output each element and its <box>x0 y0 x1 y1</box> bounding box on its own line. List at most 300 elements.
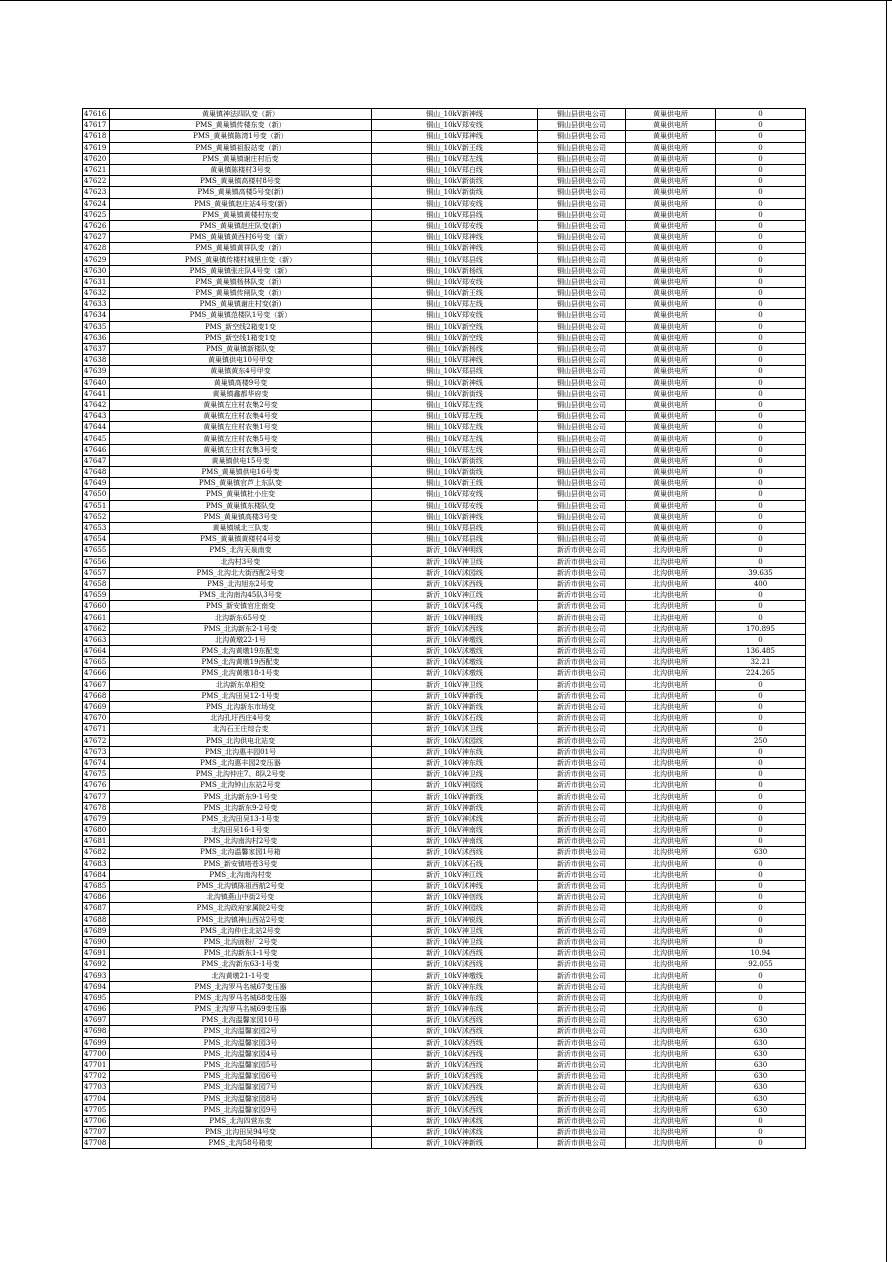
value-cell: 0 <box>716 355 806 366</box>
value-cell: 136.485 <box>716 646 806 657</box>
transformer-name-cell: PMS_北沟南沟村2号变 <box>110 836 372 847</box>
station-cell: 黄巢供电所 <box>626 534 716 545</box>
table-row <box>83 153 806 164</box>
feeder-line-cell: 新沂_10kV沭园线 <box>372 735 538 746</box>
company-cell: 新沂市供电公司 <box>538 914 626 925</box>
table-row <box>83 321 806 332</box>
feeder-line-cell: 新沂_10kV沭石线 <box>372 858 538 869</box>
feeder-line-cell: 新沂_10kV神江线 <box>372 869 538 880</box>
company-cell: 铜山县供电公司 <box>538 265 626 276</box>
feeder-line-cell: 新沂_10kV沭墩线 <box>372 646 538 657</box>
value-cell: 0 <box>716 164 806 175</box>
transformer-name-cell: PMS_黄巢镇范楼队1号变（新） <box>110 310 372 321</box>
transformer-name-cell: 北沟黄墩22-1号 <box>110 634 372 645</box>
transformer-name-cell: PMS_北沟温馨家园10号 <box>110 1015 372 1026</box>
row-id-cell: 47683 <box>83 858 110 869</box>
page-right-border <box>886 0 887 1262</box>
company-cell: 铜山县供电公司 <box>538 220 626 231</box>
transformer-name-cell: PMS_黄巢镇谢庄村后变 <box>110 153 372 164</box>
table-row <box>83 813 806 824</box>
station-cell: 北沟供电所 <box>626 1115 716 1126</box>
value-cell: 0 <box>716 869 806 880</box>
row-id-cell: 47691 <box>83 948 110 959</box>
transformer-name-cell: PMS_黄巢镇杨林队变（新） <box>110 276 372 287</box>
station-cell: 黄巢供电所 <box>626 131 716 142</box>
table-row <box>83 131 806 142</box>
feeder-line-cell: 新沂_10kV沭神线 <box>372 880 538 891</box>
feeder-line-cell: 新沂_10kV神新线 <box>372 701 538 712</box>
table-row <box>83 992 806 1003</box>
station-cell: 黄巢供电所 <box>626 254 716 265</box>
transformer-name-cell: 黄巢镇陈楼村3号变 <box>110 164 372 175</box>
company-cell: 新沂市供电公司 <box>538 601 626 612</box>
station-cell: 北沟供电所 <box>626 791 716 802</box>
row-id-cell: 47679 <box>83 813 110 824</box>
company-cell: 铜山县供电公司 <box>538 198 626 209</box>
station-cell: 黄巢供电所 <box>626 220 716 231</box>
feeder-line-cell: 铜山_10kV郑左线 <box>372 399 538 410</box>
value-cell: 0 <box>716 914 806 925</box>
company-cell: 新沂市供电公司 <box>538 858 626 869</box>
table-row <box>83 254 806 265</box>
company-cell: 新沂市供电公司 <box>538 813 626 824</box>
feeder-line-cell: 铜山_10kV郑县线 <box>372 254 538 265</box>
feeder-line-cell: 新沂_10kV沭西线 <box>372 1037 538 1048</box>
row-id-cell: 47625 <box>83 209 110 220</box>
value-cell: 0 <box>716 713 806 724</box>
transformer-name-cell: PMS_黄巢镇黄楼村4号变 <box>110 534 372 545</box>
station-cell: 北沟供电所 <box>626 757 716 768</box>
row-id-cell: 47698 <box>83 1026 110 1037</box>
row-id-cell: 47620 <box>83 153 110 164</box>
transformer-name-cell: PMS_北沟罗马名城69变压器 <box>110 1004 372 1015</box>
row-id-cell: 47707 <box>83 1127 110 1138</box>
feeder-line-cell: 新沂_10kV神墩线 <box>372 970 538 981</box>
value-cell: 0 <box>716 232 806 243</box>
row-id-cell: 47690 <box>83 936 110 947</box>
feeder-line-cell: 新沂_10kV沭西线 <box>372 578 538 589</box>
company-cell: 新沂市供电公司 <box>538 981 626 992</box>
station-cell: 黄巢供电所 <box>626 288 716 299</box>
station-cell: 北沟供电所 <box>626 948 716 959</box>
feeder-line-cell: 铜山_10kV郑安线 <box>372 220 538 231</box>
transformer-name-cell: 黄巢镇神法四队变（新） <box>110 109 372 120</box>
transformer-name-cell: PMS_北沟新东2-1号变 <box>110 623 372 634</box>
transformer-name-cell: PMS_北沟田吴12-1号变 <box>110 690 372 701</box>
table-row <box>83 176 806 187</box>
station-cell: 北沟供电所 <box>626 825 716 836</box>
feeder-line-cell: 铜山_10kV新杨线 <box>372 343 538 354</box>
station-cell: 北沟供电所 <box>626 959 716 970</box>
transformer-name-cell: PMS_北沟温馨家园8号 <box>110 1093 372 1104</box>
company-cell: 新沂市供电公司 <box>538 948 626 959</box>
row-id-cell: 47637 <box>83 343 110 354</box>
value-cell: 0 <box>716 343 806 354</box>
company-cell: 铜山县供电公司 <box>538 164 626 175</box>
table-row <box>83 109 806 120</box>
table-row <box>83 455 806 466</box>
station-cell: 北沟供电所 <box>626 780 716 791</box>
company-cell: 铜山县供电公司 <box>538 254 626 265</box>
station-cell: 黄巢供电所 <box>626 433 716 444</box>
feeder-line-cell: 新沂_10kV沭墩线 <box>372 657 538 668</box>
value-cell: 400 <box>716 578 806 589</box>
value-cell: 0 <box>716 992 806 1003</box>
company-cell: 铜山县供电公司 <box>538 500 626 511</box>
feeder-line-cell: 铜山_10kV郑县线 <box>372 209 538 220</box>
value-cell: 630 <box>716 847 806 858</box>
feeder-line-cell: 铜山_10kV新街线 <box>372 176 538 187</box>
station-cell: 黄巢供电所 <box>626 522 716 533</box>
station-cell: 北沟供电所 <box>626 1059 716 1070</box>
transformer-name-cell: PMS_黄巢镇供电16号变 <box>110 467 372 478</box>
table-row <box>83 578 806 589</box>
station-cell: 北沟供电所 <box>626 880 716 891</box>
row-id-cell: 47647 <box>83 455 110 466</box>
row-id-cell: 47622 <box>83 176 110 187</box>
table-row <box>83 209 806 220</box>
station-cell: 北沟供电所 <box>626 545 716 556</box>
row-id-cell: 47646 <box>83 444 110 455</box>
table-row <box>83 914 806 925</box>
table-row <box>83 276 806 287</box>
transformer-name-cell: PMS_新空线1箱变1变 <box>110 332 372 343</box>
transformer-name-cell: PMS_北沟温馨家园5号 <box>110 1059 372 1070</box>
station-cell: 北沟供电所 <box>626 970 716 981</box>
value-cell: 0 <box>716 903 806 914</box>
row-id-cell: 47626 <box>83 220 110 231</box>
row-id-cell: 47623 <box>83 187 110 198</box>
transformer-name-cell: PMS_黄巢镇传楼东变（新） <box>110 120 372 131</box>
company-cell: 铜山县供电公司 <box>538 321 626 332</box>
feeder-line-cell: 铜山_10kV新街线 <box>372 467 538 478</box>
feeder-line-cell: 新沂_10kV沭西线 <box>372 1026 538 1037</box>
table-row <box>83 534 806 545</box>
transformer-name-cell: PMS_北沟南沟村变 <box>110 869 372 880</box>
company-cell: 新沂市供电公司 <box>538 713 626 724</box>
value-cell: 0 <box>716 366 806 377</box>
value-cell: 0 <box>716 288 806 299</box>
company-cell: 新沂市供电公司 <box>538 780 626 791</box>
station-cell: 黄巢供电所 <box>626 142 716 153</box>
row-id-cell: 47667 <box>83 679 110 690</box>
row-id-cell: 47668 <box>83 690 110 701</box>
transformer-name-cell: 北沟新东65号变 <box>110 612 372 623</box>
value-cell: 630 <box>716 1048 806 1059</box>
station-cell: 黄巢供电所 <box>626 399 716 410</box>
table-row <box>83 1048 806 1059</box>
station-cell: 北沟供电所 <box>626 612 716 623</box>
feeder-line-cell: 新沂_10kV神卫线 <box>372 556 538 567</box>
station-cell: 黄巢供电所 <box>626 489 716 500</box>
row-id-cell: 47663 <box>83 634 110 645</box>
station-cell: 北沟供电所 <box>626 646 716 657</box>
feeder-line-cell: 铜山_10kV郑左线 <box>372 433 538 444</box>
row-id-cell: 47628 <box>83 243 110 254</box>
feeder-line-cell: 铜山_10kV新王线 <box>372 142 538 153</box>
feeder-line-cell: 铜山_10kV新街线 <box>372 388 538 399</box>
row-id-cell: 47662 <box>83 623 110 634</box>
feeder-line-cell: 铜山_10kV郑神线 <box>372 131 538 142</box>
row-id-cell: 47645 <box>83 433 110 444</box>
row-id-cell: 47706 <box>83 1115 110 1126</box>
value-cell: 10.94 <box>716 948 806 959</box>
transformer-name-cell: PMS_北沟田吴13-1号变 <box>110 813 372 824</box>
feeder-line-cell: 铜山_10kV新空线 <box>372 332 538 343</box>
value-cell: 0 <box>716 1004 806 1015</box>
value-cell: 0 <box>716 399 806 410</box>
table-row <box>83 198 806 209</box>
company-cell: 新沂市供电公司 <box>538 746 626 757</box>
value-cell: 0 <box>716 690 806 701</box>
table-row <box>83 981 806 992</box>
company-cell: 新沂市供电公司 <box>538 847 626 858</box>
table-row <box>83 970 806 981</box>
company-cell: 新沂市供电公司 <box>538 892 626 903</box>
feeder-line-cell: 铜山_10kV新王线 <box>372 288 538 299</box>
station-cell: 北沟供电所 <box>626 623 716 634</box>
table-row <box>83 164 806 175</box>
station-cell: 北沟供电所 <box>626 992 716 1003</box>
company-cell: 铜山县供电公司 <box>538 276 626 287</box>
company-cell: 铜山县供电公司 <box>538 142 626 153</box>
transformer-name-cell: PMS_黄巢镇高楼3号变 <box>110 511 372 522</box>
transformer-name-cell: PMS_黄巢镇张庄队4号变（新） <box>110 265 372 276</box>
feeder-line-cell: 铜山_10kV新王线 <box>372 478 538 489</box>
transformer-name-cell: PMS_北沟惠丰园01号 <box>110 746 372 757</box>
table-row <box>83 948 806 959</box>
feeder-line-cell: 新沂_10kV沭石线 <box>372 713 538 724</box>
feeder-line-cell: 新沂_10kV神锐线 <box>372 914 538 925</box>
station-cell: 北沟供电所 <box>626 1004 716 1015</box>
value-cell: 0 <box>716 388 806 399</box>
station-cell: 北沟供电所 <box>626 836 716 847</box>
station-cell: 北沟供电所 <box>626 847 716 858</box>
company-cell: 新沂市供电公司 <box>538 825 626 836</box>
station-cell: 黄巢供电所 <box>626 176 716 187</box>
table-row <box>83 847 806 858</box>
table-row <box>83 802 806 813</box>
transformer-name-cell: 黄巢镇高楼9号变 <box>110 377 372 388</box>
row-id-cell: 47673 <box>83 746 110 757</box>
value-cell: 0 <box>716 813 806 824</box>
company-cell: 新沂市供电公司 <box>538 836 626 847</box>
station-cell: 黄巢供电所 <box>626 332 716 343</box>
table-row <box>83 634 806 645</box>
row-id-cell: 47677 <box>83 791 110 802</box>
value-cell: 630 <box>716 1037 806 1048</box>
transformer-name-cell: PMS_黄巢镇陈湾1号变（新） <box>110 131 372 142</box>
value-cell: 0 <box>716 153 806 164</box>
value-cell: 0 <box>716 411 806 422</box>
company-cell: 新沂市供电公司 <box>538 791 626 802</box>
table-row <box>83 467 806 478</box>
company-cell: 新沂市供电公司 <box>538 959 626 970</box>
transformer-name-cell: 黄巢镇城北三队变 <box>110 522 372 533</box>
table-row <box>83 690 806 701</box>
feeder-line-cell: 铜山_10kV新神线 <box>372 243 538 254</box>
transformer-name-cell: PMS_新安镇嗒苍3号变 <box>110 858 372 869</box>
value-cell: 0 <box>716 142 806 153</box>
company-cell: 新沂市供电公司 <box>538 668 626 679</box>
company-cell: 新沂市供电公司 <box>538 623 626 634</box>
feeder-line-cell: 铜山_10kV郑安线 <box>372 500 538 511</box>
row-id-cell: 47666 <box>83 668 110 679</box>
page-top-border <box>0 0 892 1</box>
station-cell: 北沟供电所 <box>626 1037 716 1048</box>
company-cell: 新沂市供电公司 <box>538 634 626 645</box>
company-cell: 铜山县供电公司 <box>538 355 626 366</box>
transformer-name-cell: PMS_黄巢镇谢庄村变(新) <box>110 299 372 310</box>
transformer-name-cell: PMS_黄巢镇高楼5号变(新) <box>110 187 372 198</box>
station-cell: 黄巢供电所 <box>626 164 716 175</box>
company-cell: 新沂市供电公司 <box>538 1127 626 1138</box>
transformer-name-cell: PMS_北沟黄墩18-1号变 <box>110 668 372 679</box>
table-row <box>83 612 806 623</box>
table-row <box>83 825 806 836</box>
station-cell: 黄巢供电所 <box>626 343 716 354</box>
transformer-name-cell: PMS_黄巢镇传楼村城里庄变（新） <box>110 254 372 265</box>
value-cell: 0 <box>716 534 806 545</box>
station-cell: 北沟供电所 <box>626 1015 716 1026</box>
table-row <box>83 925 806 936</box>
company-cell: 铜山县供电公司 <box>538 153 626 164</box>
table-row <box>83 713 806 724</box>
row-id-cell: 47699 <box>83 1037 110 1048</box>
value-cell: 0 <box>716 970 806 981</box>
value-cell: 0 <box>716 209 806 220</box>
station-cell: 北沟供电所 <box>626 634 716 645</box>
table-row <box>83 646 806 657</box>
station-cell: 黄巢供电所 <box>626 455 716 466</box>
feeder-line-cell: 新沂_10kV沭西线 <box>372 1015 538 1026</box>
row-id-cell: 47616 <box>83 109 110 120</box>
value-cell: 0 <box>716 746 806 757</box>
row-id-cell: 47700 <box>83 1048 110 1059</box>
feeder-line-cell: 新沂_10kV沭卫线 <box>372 724 538 735</box>
station-cell: 北沟供电所 <box>626 813 716 824</box>
transformer-name-cell: PMS_北沟新东63-1号变 <box>110 959 372 970</box>
feeder-line-cell: 铜山_10kV郑左线 <box>372 411 538 422</box>
company-cell: 新沂市供电公司 <box>538 1048 626 1059</box>
row-id-cell: 47661 <box>83 612 110 623</box>
station-cell: 黄巢供电所 <box>626 153 716 164</box>
transformer-name-cell: PMS_黄巢镇赵庄队变(新) <box>110 220 372 231</box>
station-cell: 黄巢供电所 <box>626 467 716 478</box>
value-cell: 0 <box>716 220 806 231</box>
company-cell: 铜山县供电公司 <box>538 388 626 399</box>
transformer-name-cell: PMS_北沟面粉厂2号变 <box>110 936 372 947</box>
company-cell: 铜山县供电公司 <box>538 209 626 220</box>
company-cell: 新沂市供电公司 <box>538 869 626 880</box>
transformer-name-cell: PMS_北沟新东1-1号变 <box>110 948 372 959</box>
station-cell: 黄巢供电所 <box>626 198 716 209</box>
company-cell: 新沂市供电公司 <box>538 1059 626 1070</box>
row-id-cell: 47674 <box>83 757 110 768</box>
row-id-cell: 47629 <box>83 254 110 265</box>
feeder-line-cell: 新沂_10kV沭西线 <box>372 847 538 858</box>
table-row <box>83 1015 806 1026</box>
table-row <box>83 511 806 522</box>
station-cell: 黄巢供电所 <box>626 511 716 522</box>
company-cell: 铜山县供电公司 <box>538 299 626 310</box>
value-cell: 630 <box>716 1071 806 1082</box>
table-row <box>83 545 806 556</box>
table-row <box>83 478 806 489</box>
transformer-name-cell: PMS_北沟温馨家园1号箱 <box>110 847 372 858</box>
feeder-line-cell: 新沂_10kV神东线 <box>372 1004 538 1015</box>
row-id-cell: 47687 <box>83 903 110 914</box>
station-cell: 北沟供电所 <box>626 925 716 936</box>
company-cell: 新沂市供电公司 <box>538 646 626 657</box>
row-id-cell: 47694 <box>83 981 110 992</box>
feeder-line-cell: 新沂_10kV神沭线 <box>372 1127 538 1138</box>
transformer-name-cell: PMS_北沟温馨家园4号 <box>110 1048 372 1059</box>
transformer-name-cell: 黄巢镇供电10号甲变 <box>110 355 372 366</box>
row-id-cell: 47672 <box>83 735 110 746</box>
station-cell: 北沟供电所 <box>626 1082 716 1093</box>
transformer-name-cell: PMS_北沟新东9-2号变 <box>110 802 372 813</box>
feeder-line-cell: 新沂_10kV神创线 <box>372 892 538 903</box>
company-cell: 铜山县供电公司 <box>538 455 626 466</box>
row-id-cell: 47636 <box>83 332 110 343</box>
transformer-name-cell: PMS_北沟仲庄7、8队2号变 <box>110 769 372 780</box>
feeder-line-cell: 新沂_10kV沭马线 <box>372 601 538 612</box>
transformer-name-cell: 北沟镇燕山中街2号变 <box>110 892 372 903</box>
company-cell: 铜山县供电公司 <box>538 131 626 142</box>
row-id-cell: 47642 <box>83 399 110 410</box>
company-cell: 铜山县供电公司 <box>538 522 626 533</box>
value-cell: 224.265 <box>716 668 806 679</box>
station-cell: 北沟供电所 <box>626 735 716 746</box>
company-cell: 新沂市供电公司 <box>538 1093 626 1104</box>
station-cell: 北沟供电所 <box>626 567 716 578</box>
table-row <box>83 332 806 343</box>
feeder-line-cell: 铜山_10kV郑安线 <box>372 310 538 321</box>
station-cell: 黄巢供电所 <box>626 109 716 120</box>
row-id-cell: 47619 <box>83 142 110 153</box>
table-row <box>83 791 806 802</box>
transformer-name-cell: PMS_黄巢镇东楼队变 <box>110 500 372 511</box>
feeder-line-cell: 铜山_10kV新街线 <box>372 455 538 466</box>
transformer-name-cell: PMS_黄巢镇新楼队变 <box>110 343 372 354</box>
value-cell: 0 <box>716 433 806 444</box>
row-id-cell: 47696 <box>83 1004 110 1015</box>
feeder-line-cell: 铜山_10kV郑左线 <box>372 153 538 164</box>
row-id-cell: 47685 <box>83 880 110 891</box>
table-row <box>83 299 806 310</box>
feeder-line-cell: 新沂_10kV神卫线 <box>372 679 538 690</box>
feeder-line-cell: 新沂_10kV沭西线 <box>372 1104 538 1115</box>
value-cell: 0 <box>716 612 806 623</box>
value-cell: 92.055 <box>716 959 806 970</box>
table-row <box>83 1071 806 1082</box>
value-cell: 0 <box>716 265 806 276</box>
table-row <box>83 366 806 377</box>
feeder-line-cell: 新沂_10kV神新线 <box>372 802 538 813</box>
value-cell: 0 <box>716 120 806 131</box>
value-cell: 0 <box>716 522 806 533</box>
row-id-cell: 47658 <box>83 578 110 589</box>
feeder-line-cell: 铜山_10kV郑神线 <box>372 232 538 243</box>
feeder-line-cell: 铜山_10kV新神线 <box>372 109 538 120</box>
company-cell: 新沂市供电公司 <box>538 578 626 589</box>
row-id-cell: 47632 <box>83 288 110 299</box>
company-cell: 新沂市供电公司 <box>538 1115 626 1126</box>
company-cell: 新沂市供电公司 <box>538 757 626 768</box>
station-cell: 黄巢供电所 <box>626 377 716 388</box>
feeder-line-cell: 铜山_10kV郑左线 <box>372 444 538 455</box>
